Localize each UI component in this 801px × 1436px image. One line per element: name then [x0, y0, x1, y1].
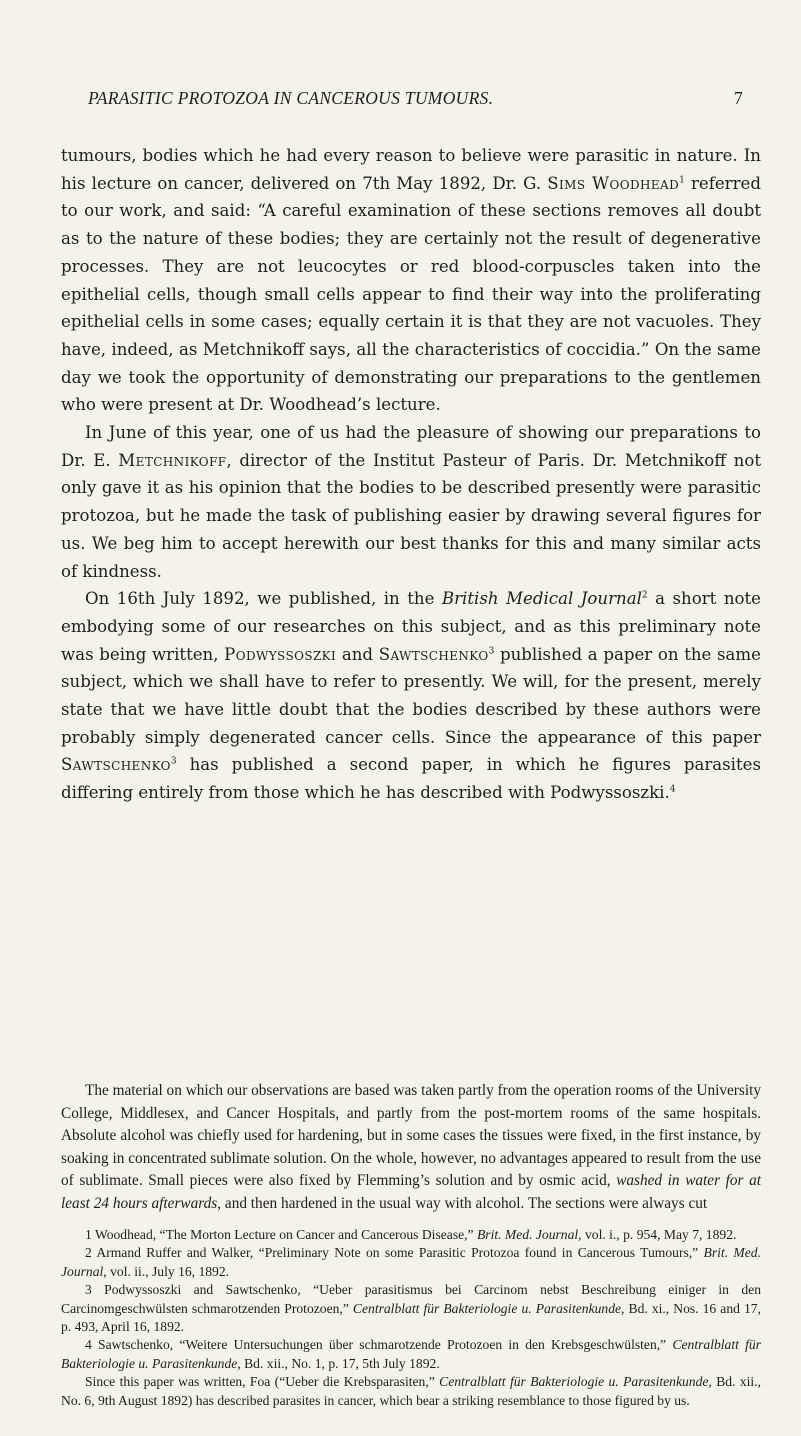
materials-text-a: The material on which our observations are based was taken partly from the operation rooms of the University College, Middlesex, and Cancer Hospitals, and partly from the post-mortem rooms of the same hospitals. Absolute alcohol was chiefly used for hardening, but in some cases the tissues were fixed, in the first instance, by soaking in concentrated sublimate solution. On the whole, however, no advantages appeared to result from the use of sublimate. Small pieces were also fixed by Flemming’s solution and by osmic acid, — [61, 1082, 761, 1189]
fn5-journal: Centralblatt für Bakteriologie u. Parasitenkunde — [439, 1374, 709, 1390]
footnote-ref-3: 3 — [488, 646, 495, 657]
p3-text-e: has published a second paper, in which he figures parasites differing entirely from those which he has described with Podwyssoszki. — [61, 755, 761, 803]
fn1-a: 1 Woodhead, “The Morton Lecture on Cancer and Cancerous Disease,” — [85, 1227, 477, 1242]
paragraph-1 — [61, 142, 761, 419]
p1-author-name: Sims Woodhead — [547, 173, 680, 193]
p2-author-name: Metchnikoff — [118, 450, 227, 470]
author-sawtschenko-2: Sawtschenko — [61, 755, 171, 775]
materials-text-b: , and then hardened in the usual way with alcohol. The sections were always cut — [217, 1194, 708, 1212]
footnote-ref-3b: 3 — [170, 756, 177, 767]
fn2-b: , vol. ii., July 16, 1892. — [103, 1263, 230, 1279]
author-podwyssoszki: Podwyssoszki — [224, 644, 337, 664]
fn3-journal: Centralblatt für Bakteriologie u. Parasitenkunde — [352, 1300, 622, 1316]
p1-text-b: referred to our work, and said: “A careful examination of these sections removes all doubt as to the nature of these bodies; they are certainly not the result of degenerative processes. They are not leucocytes or red blood-corpuscles taken into the epithelial cells, though small cells appear to find their way into the proliferating epithelial cells in some cases; equally certain it is that they are not vacuoles. They have, indeed, as Metchnikoff says, all the characteristics of coccidia.” On the same day we took the opportunity of demonstrating our preparations to the gentlemen who were present at Dr. Woodhead’s lecture. — [61, 173, 761, 415]
fn5-b: , Bd. xii., No. 6, 9th August 1892) has described parasites in cancer, which bear a striking resemblance to those figured by us. — [61, 1374, 761, 1408]
fn5-a: Since this paper was written, Foa (“Ueber die Krebsparasiten,” — [85, 1374, 440, 1390]
fn2-a: 2 Armand Ruffer and Walker, “Preliminary Note on some Parasitic Protozoa found in Cancerous Tumours,” — [85, 1245, 704, 1261]
main-text — [61, 142, 761, 807]
fn3-b: , Bd. xi., Nos. 16 and 17, p. 493, April 16, 1892. — [61, 1300, 761, 1335]
footnote-2 — [61, 1244, 761, 1281]
p1-text-a: tumours, bodies which he had every reason to believe were parasitic in nature. In his lecture on cancer, delivered on 7th May 1892, Dr. G. — [61, 146, 761, 193]
fn2-journal: Brit. Med. Journal — [61, 1245, 761, 1279]
journal-title: British Medical Journal — [441, 589, 642, 609]
p2-text-a: In June of this year, one of us had the pleasure of showing our preparations to Dr. E. — [61, 423, 761, 470]
fn1-b: , vol. i., p. 954, May 7, 1892. — [578, 1227, 737, 1242]
paragraph-2 — [61, 419, 761, 585]
p2-text-b: , director of the Institut Pasteur of Paris. Dr. Metchnikoff not only gave it as his opinion that the bodies to be described presently were parasitic protozoa, but he made the task of publishing easier by drawing several figures for us. We beg him to accept herewith our best thanks for this and many similar acts of kindness. — [61, 450, 761, 581]
materials-italic: washed in water for at least 24 hours afterwards — [61, 1172, 762, 1212]
footnote-ref-2: 2 — [641, 590, 648, 601]
p3-text-c: and — [336, 644, 379, 664]
materials-paragraph — [61, 1080, 761, 1215]
footnote-3 — [61, 1281, 761, 1336]
fn4-a: 4 Sawtschenko, “Weitere Untersuchungen über schmarotzende Protozoen in den Krebsgeschwülsten,” — [85, 1337, 673, 1353]
footnote-1 — [61, 1226, 761, 1244]
author-sawtschenko: Sawtschenko — [378, 644, 489, 664]
p3-text-d: published a paper on the same subject, which we shall have to refer to presently. We will, for the present, merely state that we have little doubt that the bodies described by these authors were probably simply degenerated cancer cells. Since the appearance of this paper — [61, 644, 761, 747]
fn3-a: 3 Podwyssoszki and Sawtschenko, “Ueber parasitismus bei Carcinom nebst Beschreibung einiger in den Carcinomgeschwülsten schmarotzenden Protozoen,” — [61, 1282, 761, 1316]
footnote-ref-1: 1 — [679, 175, 685, 186]
fn4-b: , Bd. xii., No. 1, p. 17, 5th July 1892. — [237, 1355, 440, 1371]
paragraph-3 — [61, 585, 761, 807]
footnote-ref-4: 4 — [669, 784, 676, 795]
p3-text-a: On 16th July 1892, we published, in the — [85, 589, 442, 609]
fn4-journal: Centralblatt für Bakteriologie u. Parasitenkunde — [61, 1337, 761, 1371]
footnote-addendum — [61, 1373, 761, 1410]
page-number: 7 — [733, 88, 743, 108]
footnote-4 — [61, 1336, 761, 1373]
p3-text-b: a short note embodying some of our researches on this subject, and as this preliminary note was being written, — [61, 589, 761, 664]
small-type-paragraph — [61, 1080, 761, 1215]
footnotes — [61, 1226, 761, 1410]
fn1-journal: Brit. Med. Journal — [476, 1227, 579, 1242]
running-title: PARASITIC PROTOZOA IN CANCEROUS TUMOURS. — [88, 88, 494, 108]
